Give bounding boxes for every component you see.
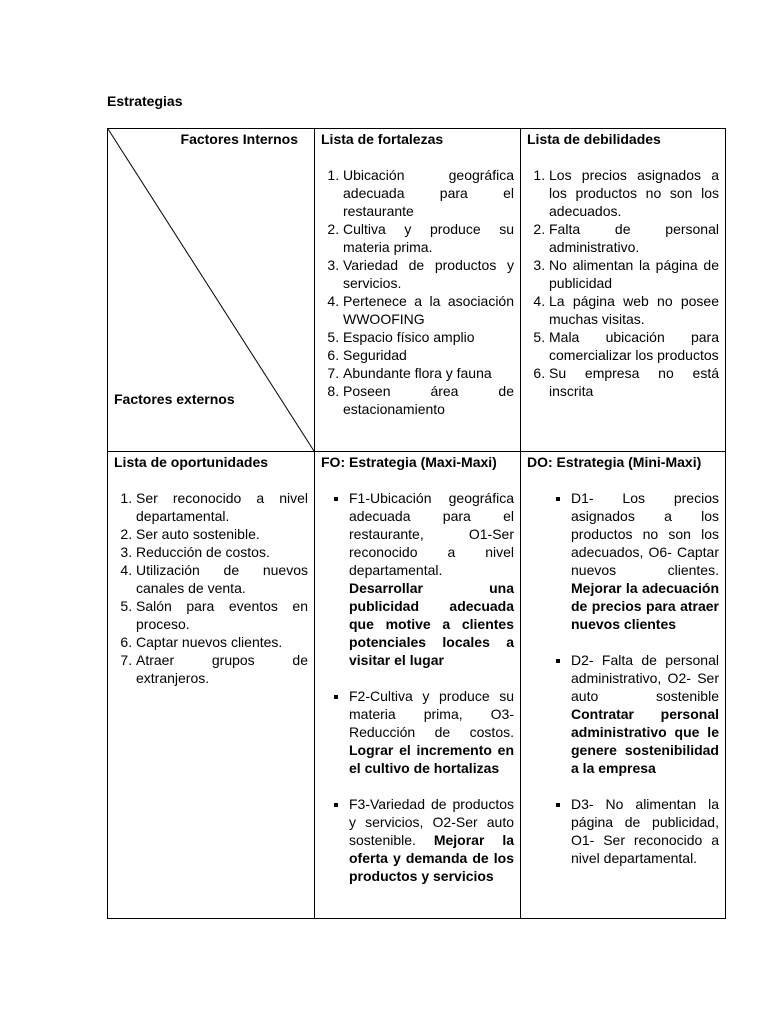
page-heading: Estrategias <box>107 93 183 109</box>
list-item: 2. Falta de personal administrativo. <box>549 220 719 256</box>
factores-externos-label: Factores externos <box>114 391 235 407</box>
list-item: 2. Cultiva y produce su materia prima. <box>343 220 514 256</box>
debilidades-list <box>527 166 719 400</box>
do-item-text: D3- No alimentan la página de publicidad, O1- Ser reconocido a nivel departamental. <box>571 796 719 866</box>
fo-item <box>349 687 514 777</box>
list-item: 1. Ubicación geográfica adecuada para el restaurante <box>343 166 514 220</box>
do-item <box>571 795 719 867</box>
fo-item <box>349 795 514 885</box>
list-item: 8. Poseen área de estacionamiento <box>343 382 514 418</box>
list-item: 1. Ser reconocido a nivel departamental. <box>136 489 308 525</box>
do-item <box>571 651 719 777</box>
list-item: 7. Abundante flora y fauna <box>343 364 514 382</box>
list-item: 5. Espacio físico amplio <box>343 328 514 346</box>
list-item: 4. Utilización de nuevos canales de venta. <box>136 561 308 597</box>
swot-matrix <box>107 128 726 919</box>
fo-item-strategy: Mejorar la oferta y demanda de los productos y servicios <box>349 832 514 884</box>
oportunidades-cell <box>108 452 315 919</box>
fo-item-strategy: Desarrollar una publicidad adecuada que motive a clientes potenciales locales a visitar el lugar <box>349 580 514 668</box>
factores-internos-label: Factores Internos <box>180 131 298 147</box>
oportunidades-list <box>114 489 308 687</box>
list-item: 7. Atraer grupos de extranjeros. <box>136 651 308 687</box>
strategy-row <box>108 452 726 919</box>
list-item: 3. Variedad de productos y servicios. <box>343 256 514 292</box>
fo-title: FO: Estrategia (Maxi-Maxi) <box>321 454 497 470</box>
fo-item-strategy: Lograr el incremento en el cultivo de hortalizas <box>349 742 514 776</box>
list-item: 3. No alimentan la página de publicidad <box>549 256 719 292</box>
fo-item-text: F1-Ubicación geográfica adecuada para el restaurante, O1-Ser reconocido a nivel departamental. <box>349 490 514 578</box>
list-item: 4. La página web no posee muchas visitas. <box>549 292 719 328</box>
list-item: 6. Seguridad <box>343 346 514 364</box>
do-item-text: D2- Falta de personal administrativo, O2- Ser auto sostenible <box>571 652 719 704</box>
list-item: 2. Ser auto sostenible. <box>136 525 308 543</box>
do-title: DO: Estrategia (Mini-Maxi) <box>527 454 702 470</box>
list-item: 5. Mala ubicación para comercializar los productos <box>549 328 719 364</box>
do-item <box>571 489 719 633</box>
list-item: 6. Captar nuevos clientes. <box>136 633 308 651</box>
fo-strategy-cell <box>315 452 521 919</box>
list-item: 5. Salón para eventos en proceso. <box>136 597 308 633</box>
fo-list <box>321 489 514 885</box>
corner-cell <box>108 129 315 452</box>
fo-item-text: F2-Cultiva y produce su materia prima, O3-Reducción de costos. <box>349 688 514 740</box>
fortalezas-list <box>321 166 514 418</box>
header-row <box>108 129 726 452</box>
fo-item <box>349 489 514 669</box>
debilidades-title: Lista de debilidades <box>527 131 661 147</box>
do-list <box>527 489 719 867</box>
fortalezas-cell <box>315 129 521 452</box>
list-item: 6. Su empresa no está inscrita <box>549 364 719 400</box>
do-item-strategy: Mejorar la adecuación de precios para atraer nuevos clientes <box>571 580 719 632</box>
do-strategy-cell <box>521 452 726 919</box>
fortalezas-title: Lista de fortalezas <box>321 131 444 147</box>
fo-item-text: F3-Variedad de productos y servicios, O2-Ser auto sostenible. <box>349 796 514 848</box>
list-item: 3. Reducción de costos. <box>136 543 308 561</box>
do-item-strategy: Contratar personal administrativo que le genere sostenibilidad a la empresa <box>571 706 719 776</box>
oportunidades-title: Lista de oportunidades <box>114 454 269 470</box>
do-item-text: D1- Los precios asignados a los productos no son los adecuados, O6- Captar nuevos clientes. <box>571 490 719 578</box>
list-item: 4. Pertenece a la asociación WWOOFING <box>343 292 514 328</box>
list-item: 1. Los precios asignados a los productos no son los adecuados. <box>549 166 719 220</box>
debilidades-cell <box>521 129 726 452</box>
